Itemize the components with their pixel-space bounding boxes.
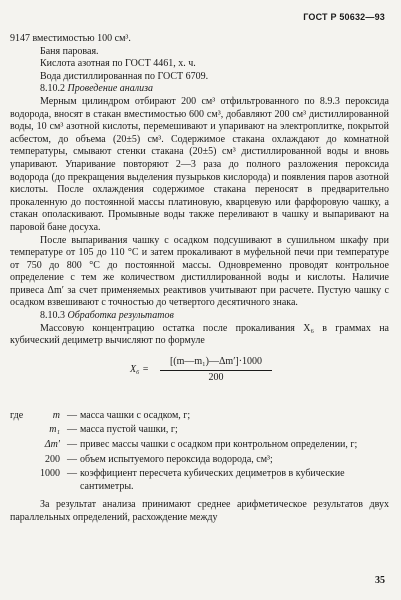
definition-text: масса чашки с осадком, г; (80, 409, 191, 421)
definition-item (10, 439, 389, 452)
section-title: Обработка результатов (67, 310, 174, 322)
definition-symbol: m₁ (49, 424, 60, 436)
section-number: 8.10.3 (40, 310, 65, 322)
definition-symbol: Δm′ (44, 439, 60, 451)
dash: — (67, 468, 77, 480)
definition-symbol: 200 (45, 453, 60, 465)
definition-text: привес массы чашки с осадком при контрольном определении, г; (80, 439, 358, 451)
section-heading-8-10-2 (10, 83, 389, 96)
formula-lhs: X₆ = (130, 363, 149, 375)
formula-numerator: [(m—m₁)—Δm′]·1000 (169, 355, 263, 367)
definition-text: коэффициент пересчета кубических дециметров в кубические сантиметры. (80, 468, 345, 492)
equipment-line-4: Вода дистиллированная по ГОСТ 6709. (40, 70, 209, 82)
section-number: 8.10.2 (40, 83, 65, 95)
equipment-line-3: Кислота азотная по ГОСТ 4461, х. ч. (40, 58, 196, 70)
definition-symbol: m (52, 409, 60, 421)
where-label: где (10, 409, 24, 421)
equipment-line-2: Баня паровая. (40, 45, 99, 57)
paragraph-result: За результат анализа принимают среднее арифметическое результатов двух параллельных определений, расхождение между (10, 499, 389, 523)
definition-item (10, 410, 389, 423)
paragraph-calculation: Массовую концентрацию остатка после прокаливания X₆ в граммах на кубический дециметр вычисляют по формуле (10, 322, 389, 347)
definition-text: масса пустой чашки, г; (80, 424, 178, 436)
dash: — (67, 439, 77, 451)
paragraph-drying: После выпаривания чашку с осадком подсушивают в сушильном шкафу при температуре от 105 до 110 °С и затем прокаливают в муфельной печи при температуре от 750 до 800 °С до постоянной массы. Одновременно проводят контрольное определение с тем же количеством дистиллированной воды и кислоты. Наличие привеса Δm′ за счет применяемых реактивов учитывают при расчете. Пустую чашку с осадком взвешивают с точностью до четвертого десятичного знака. (10, 234, 389, 309)
definition-item (10, 468, 389, 493)
fraction-bar (160, 370, 272, 371)
formula (10, 356, 389, 400)
page-header: ГОСТ Р 50632—93 (303, 12, 385, 22)
definition-item (10, 454, 389, 467)
equipment-line-1: 9147 вместимостью 100 см³. (10, 33, 131, 44)
document-body (10, 33, 389, 525)
section-heading-8-10-3 (10, 310, 389, 323)
dash: — (67, 453, 77, 465)
dash: — (67, 424, 77, 436)
definitions-list (10, 410, 389, 494)
definition-text: объем испытуемого пероксида водорода, см³; (80, 453, 273, 465)
formula-denominator: 200 (208, 371, 224, 383)
page-number: 35 (375, 575, 385, 586)
definition-symbol: 1000 (40, 468, 60, 480)
definition-item (10, 424, 389, 437)
paragraph-procedure: Мерным цилиндром отбирают 200 см³ отфильтрованного по 8.9.3 пероксида водорода, вносят в стакан вместимостью 600 см³, добавляют 200 см³ дистиллированной воды, 10 см³ азотной кислоты, перемешивают и упаривают на электроплитке, покрытой асбестом, до объема (20±5) см³. Содержимое стакана охлаждают до комнатной температуры, смывают стенки стакана (20±5) см³ дистиллированной воды и вновь упаривают. Упаривание повторяют 2—3 раза до полного разложения пероксида водорода (до прекращения выделения пузырьков кислорода) и появления паров азотной кислоты. После охлаждения содержимое стакана переносят в предварительно прокаленную до постоянной массы платиновую, кварцевую или фарфоровую чашку, а стакан ополаскивают. Промывные воды также переливают в чашку и выпаривают на паровой бане досуха. (10, 95, 389, 233)
section-title: Проведение анализа (67, 83, 153, 95)
dash: — (67, 409, 77, 421)
